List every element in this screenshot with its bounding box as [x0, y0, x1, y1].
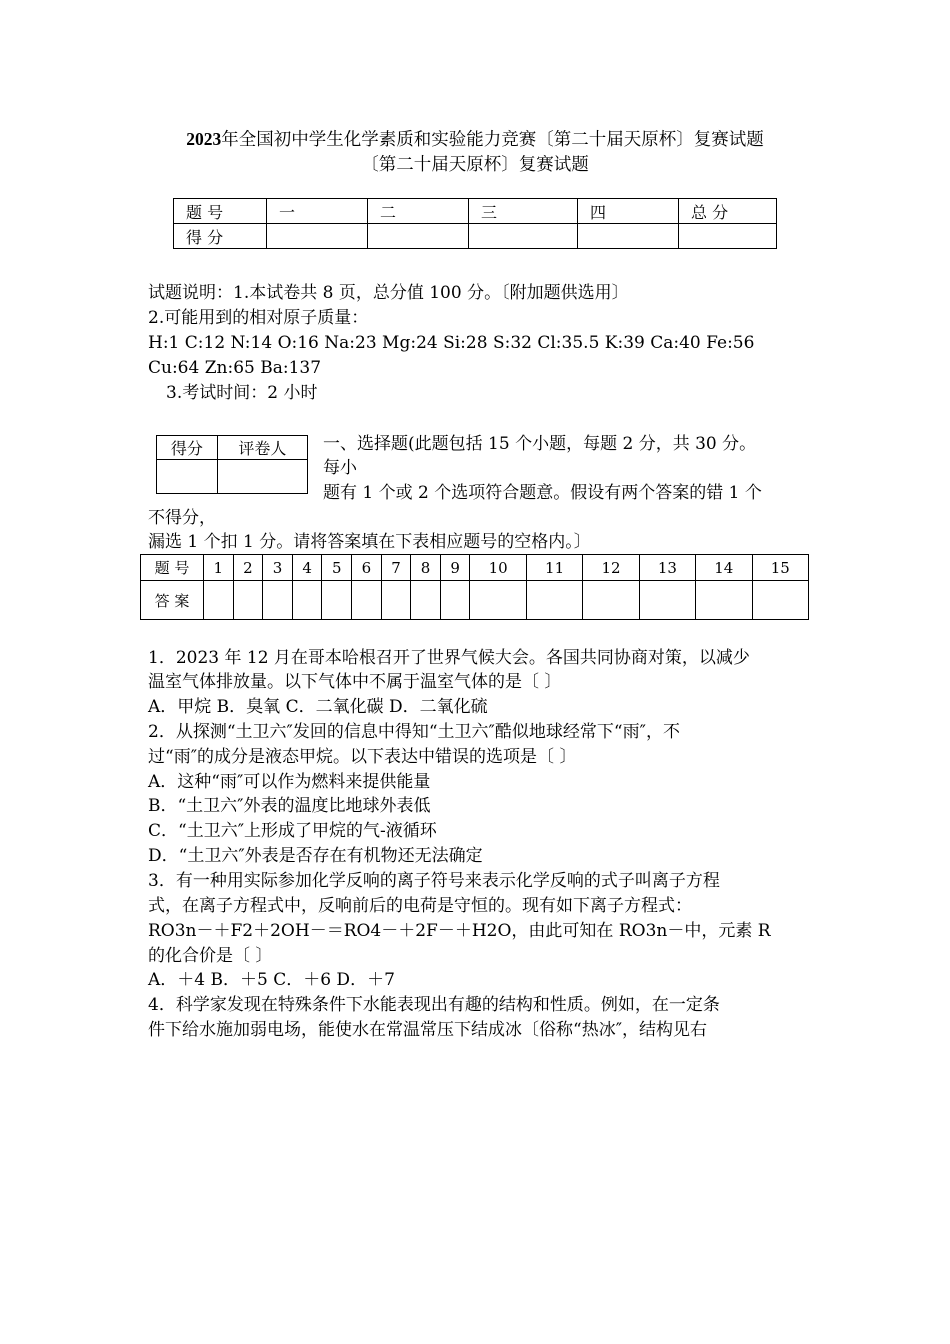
question-number: 2: [233, 555, 263, 581]
question-number: 15: [752, 555, 808, 581]
question-number: 14: [696, 555, 752, 581]
question-3-options: A．＋4 B．＋5 C．＋6 D．＋7: [148, 970, 395, 990]
section-text: 不得分，: [148, 508, 216, 528]
question-number: 3: [263, 555, 293, 581]
section-text: 每小: [323, 458, 357, 478]
instructions-line-1: 试题说明：1.本试卷共 8 页，总分值 100 分。〔附加题供选用〕: [148, 283, 629, 303]
answer-fill-row: [141, 581, 809, 620]
answer-cell[interactable]: [440, 581, 470, 620]
answer-cell[interactable]: [381, 581, 411, 620]
answer-row-label: 题 号: [141, 555, 204, 581]
question-3-equation: RO3n－＋F2＋2OH－＝RO4－＋2F－＋H2O，由此可知在 RO3n－中，元素 R: [148, 921, 771, 941]
question-number: 9: [440, 555, 470, 581]
answer-cell[interactable]: [204, 581, 234, 620]
title-year: 2023: [186, 129, 222, 149]
answer-table: [140, 554, 809, 620]
grader-name-label: 评卷人: [217, 436, 307, 460]
question-number: 11: [526, 555, 582, 581]
question-number: 10: [470, 555, 526, 581]
score-table: [173, 198, 777, 249]
instructions-line-3: 3.考试时间：2 小时: [166, 383, 318, 403]
grader-score-label: 得分: [157, 436, 218, 460]
grader-name-blank[interactable]: [217, 460, 307, 494]
question-2-text: 2．从探测“土卫六″发回的信息中得知“土卫六″酷似地球经常下“雨″，不: [148, 722, 680, 742]
question-number: 5: [322, 555, 352, 581]
score-cell-label: 题 号: [174, 199, 267, 224]
score-cell-2: 二: [368, 199, 469, 224]
score-cell-3: 三: [469, 199, 578, 224]
page-title: [0, 126, 950, 151]
question-number: 4: [292, 555, 322, 581]
grader-score-blank[interactable]: [157, 460, 218, 494]
question-number: 1: [204, 555, 234, 581]
question-2-option-b: B．“土卫六″外表的温度比地球外表低: [148, 796, 431, 816]
section-text: 题有 1 个或 2 个选项符合题意。假设有两个答案的错 1 个: [323, 483, 762, 503]
answer-cell[interactable]: [583, 581, 639, 620]
question-4-text: 4．科学家发现在特殊条件下水能表现出有趣的结构和性质。例如，在一定条: [148, 995, 720, 1015]
score-value-row: [174, 224, 777, 249]
answer-cell[interactable]: [639, 581, 695, 620]
question-number: 8: [411, 555, 441, 581]
section-text: 漏选 1 个扣 1 分。请将答案填在下表相应题号的空格内。〕: [148, 532, 591, 552]
answer-cell[interactable]: [292, 581, 322, 620]
question-2-text: 过“雨″的成分是液态甲烷。以下表达中错误的选项是〔 〕: [148, 747, 577, 767]
atomic-masses-line-2: Cu:64 Zn:65 Ba:137: [148, 358, 322, 378]
score-blank[interactable]: [469, 224, 578, 249]
question-3-text: 3．有一种用实际参加化学反响的离子符号来表示化学反响的式子叫离子方程: [148, 871, 720, 891]
answer-cell[interactable]: [233, 581, 263, 620]
question-number: 12: [583, 555, 639, 581]
score-blank[interactable]: [368, 224, 469, 249]
answer-cell[interactable]: [263, 581, 293, 620]
answer-cell[interactable]: [526, 581, 582, 620]
question-4-text: 件下给水施加弱电场，能使水在常温常压下结成冰〔俗称“热冰″，结构见右: [148, 1020, 708, 1040]
score-row-label: 得 分: [174, 224, 267, 249]
question-1-options: A．甲烷 B．臭氧 C．二氧化碳 D．二氧化硫: [148, 697, 488, 717]
answer-cell[interactable]: [352, 581, 382, 620]
score-blank[interactable]: [267, 224, 368, 249]
score-cell-total: 总 分: [679, 199, 777, 224]
score-blank[interactable]: [679, 224, 777, 249]
score-blank[interactable]: [578, 224, 679, 249]
question-number: 7: [381, 555, 411, 581]
question-2-option-c: C．“土卫六″上形成了甲烷的气-液循环: [148, 821, 437, 841]
section-heading: 一、选择题(此题包括 15 个小题，每题 2 分，共 30 分。: [323, 434, 757, 454]
question-1-text: 1．2023 年 12 月在哥本哈根召开了世界气候大会。各国共同协商对策，以减少: [148, 648, 750, 668]
question-2-option-d: D．“土卫六″外表是否存在有机物还无法确定: [148, 846, 483, 866]
question-3-text: 式，在离子方程式中，反响前后的电荷是守恒的。现有如下离子方程式：: [148, 896, 692, 916]
question-number: 13: [639, 555, 695, 581]
answer-cell[interactable]: [752, 581, 808, 620]
instructions-line-2: 2.可能用到的相对原子质量：: [148, 308, 369, 328]
answer-cell[interactable]: [322, 581, 352, 620]
grader-box: [156, 435, 308, 494]
question-3-text: 的化合价是〔 〕: [148, 946, 273, 966]
score-cell-1: 一: [267, 199, 368, 224]
answer-row-label: 答 案: [141, 581, 204, 620]
score-cell-4: 四: [578, 199, 679, 224]
answer-cell[interactable]: [696, 581, 752, 620]
page-subtitle: 〔第二十届天原杯〕复赛试题: [361, 155, 589, 175]
answer-cell[interactable]: [411, 581, 441, 620]
answer-cell[interactable]: [470, 581, 526, 620]
question-1-text: 温室气体排放量。以下气体中不属于温室气体的是〔 〕: [148, 672, 562, 692]
question-number: 6: [352, 555, 382, 581]
atomic-masses-line-1: H:1 C:12 N:14 O:16 Na:23 Mg:24 Si:28 S:32 Cl:35.5 K:39 Ca:40 Fe:56: [148, 333, 755, 353]
question-2-option-a: A．这种“雨″可以作为燃料来提供能量: [148, 772, 431, 792]
title-text: 年全国初中学生化学素质和实验能力竞赛〔第二十届天原杯〕复赛试题: [221, 130, 764, 150]
answer-number-row: [141, 555, 809, 581]
score-header-row: [174, 199, 777, 224]
